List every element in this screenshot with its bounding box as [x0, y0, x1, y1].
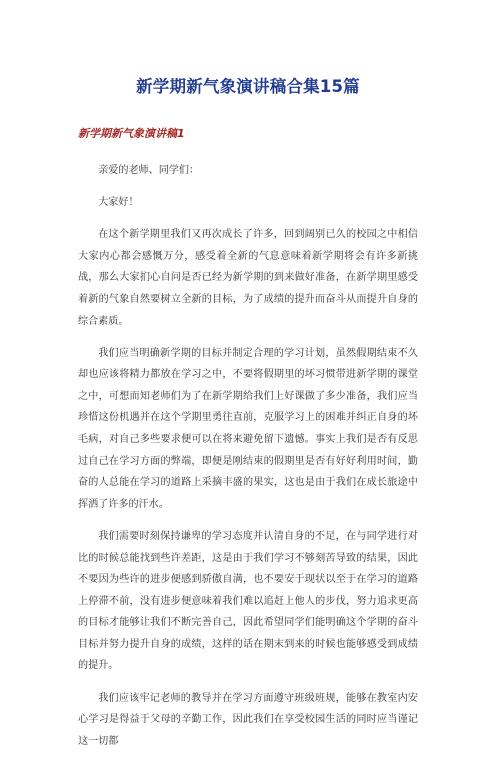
paragraph: 在这个新学期里我们又再次成长了许多，回到阔别已久的校园之中相信大家内心都会感慨万分，感受着全新的气息意味着新学期将会有许多新挑战，那么大家扪心自问是否已经为新学期的到来做好准备，在新学期里感受着新的气象自然要树立全新的目标，为了成绩的提升而奋斗从而提升自身的综合素质。 [78, 229, 418, 327]
paragraph: 我们应该牢记老师的教导并在学习方面遵守班级班规，能够在教室内安心学习是得益于父母的辛勤工作，因此我们在享受校园生活的同时应当谨记这一切都 [78, 692, 418, 747]
document-body [78, 160, 418, 763]
paragraph: 我们应当明确新学期的目标并制定合理的学习计划，虽然假期结束不久却也应该将精力都放在学习之中，不要将假期里的坏习惯带进新学期的课堂之中，可想而知老师们为了在新学期给我们上好课做了多少准备，我们应当珍惜这份机遇并在这个学期里勇往直前，克服学习上的困难并纠正自身的坏毛病，对自己多些要求便可以在将来避免留下遗憾。事实上我们是否有反思过自己在学习方面的弊端，即便是刚结束的假期里是否有好好利用时间，勤奋的人总能在学习的道路上采摘丰盛的果实，这也是由于我们在成长旅途中挥洒了许多的汗水。 [78, 347, 418, 510]
paragraph: 我们需要时刻保持谦卑的学习态度并认清自身的不足，在与同学进行对比的时候总能找到些许差距，这是由于我们学习不够刻苦导致的结果，因此不要因为些许的进步便感到骄傲自满，也不要安于现状以至于在学习的道路上停滞不前，没有进步便意味着我们难以追赶上他人的步伐，努力追求更高的目标才能够让我们不断完善自己，因此希望同学们能明确这个学期的奋斗目标并努力提升自身的成绩，这样的话在期末到来的时候也能够感受到成绩的提升。 [78, 530, 418, 672]
salutation: 亲爱的老师、同学们： [98, 165, 200, 176]
greeting: 大家好！ [98, 197, 139, 209]
document-title: 新学期新气象演讲稿合集15篇 [136, 77, 360, 96]
section-title: 新学期新气象演讲稿1 [78, 127, 185, 140]
